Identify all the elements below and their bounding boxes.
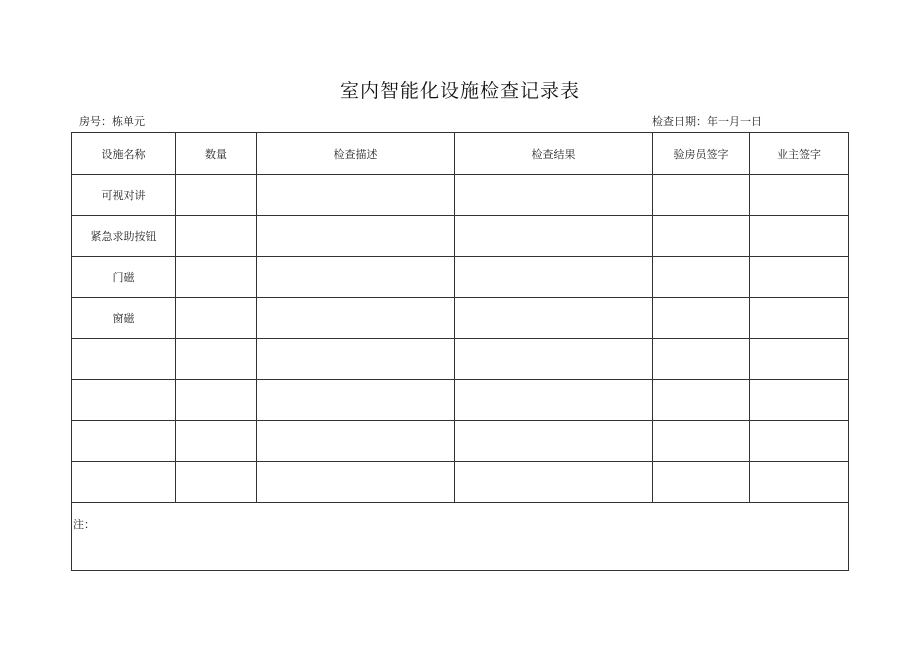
cell-description	[257, 257, 455, 298]
cell-result	[455, 339, 653, 380]
cell-description	[257, 339, 455, 380]
notes-label: 注：	[72, 503, 849, 571]
table-row	[72, 216, 849, 257]
cell-result	[455, 298, 653, 339]
cell-inspector-signature	[653, 380, 750, 421]
cell-inspector-signature	[653, 339, 750, 380]
cell-quantity	[176, 462, 257, 503]
cell-result	[455, 175, 653, 216]
cell-owner-signature	[750, 339, 849, 380]
cell-description	[257, 421, 455, 462]
cell-inspector-signature	[653, 175, 750, 216]
cell-description	[257, 216, 455, 257]
cell-facility-name: 紧急求助按钮	[72, 216, 176, 257]
form-title: 室内智能化设施检查记录表	[339, 80, 580, 102]
cell-quantity	[176, 380, 257, 421]
header-facility-name: 设施名称	[72, 133, 176, 175]
header-inspector-signature: 验房员签字	[653, 133, 750, 175]
cell-description	[257, 462, 455, 503]
cell-quantity	[176, 298, 257, 339]
header-owner-signature: 业主签字	[750, 133, 849, 175]
table-row	[72, 339, 849, 380]
cell-description	[257, 298, 455, 339]
table-row	[72, 175, 849, 216]
table-row	[72, 421, 849, 462]
cell-facility-name: 门磁	[72, 257, 176, 298]
cell-owner-signature	[750, 462, 849, 503]
header-inspection-result: 检查结果	[455, 133, 653, 175]
cell-quantity	[176, 257, 257, 298]
cell-quantity	[176, 175, 257, 216]
cell-owner-signature	[750, 216, 849, 257]
cell-quantity	[176, 339, 257, 380]
cell-result	[455, 421, 653, 462]
cell-result	[455, 257, 653, 298]
header-inspection-description: 检查描述	[257, 133, 455, 175]
room-number-label: 房号：栋单元	[79, 115, 145, 128]
table-header-row	[72, 133, 849, 175]
cell-inspector-signature	[653, 298, 750, 339]
cell-quantity	[176, 216, 257, 257]
cell-result	[455, 462, 653, 503]
inspection-table	[71, 132, 849, 571]
notes-row	[72, 503, 849, 571]
cell-owner-signature	[750, 380, 849, 421]
table-row	[72, 257, 849, 298]
cell-facility-name	[72, 380, 176, 421]
cell-result	[455, 380, 653, 421]
table-row	[72, 462, 849, 503]
table-row	[72, 298, 849, 339]
header-quantity: 数量	[176, 133, 257, 175]
cell-owner-signature	[750, 298, 849, 339]
cell-owner-signature	[750, 421, 849, 462]
cell-owner-signature	[750, 257, 849, 298]
cell-facility-name: 可视对讲	[72, 175, 176, 216]
cell-inspector-signature	[653, 216, 750, 257]
cell-description	[257, 175, 455, 216]
cell-result	[455, 216, 653, 257]
table-row	[72, 380, 849, 421]
cell-facility-name: 窗磁	[72, 298, 176, 339]
cell-facility-name	[72, 462, 176, 503]
cell-facility-name	[72, 421, 176, 462]
cell-inspector-signature	[653, 421, 750, 462]
cell-facility-name	[72, 339, 176, 380]
inspection-date-label: 检查日期：年一月一日	[652, 115, 762, 128]
cell-inspector-signature	[653, 257, 750, 298]
cell-owner-signature	[750, 175, 849, 216]
cell-description	[257, 380, 455, 421]
cell-quantity	[176, 421, 257, 462]
cell-inspector-signature	[653, 462, 750, 503]
